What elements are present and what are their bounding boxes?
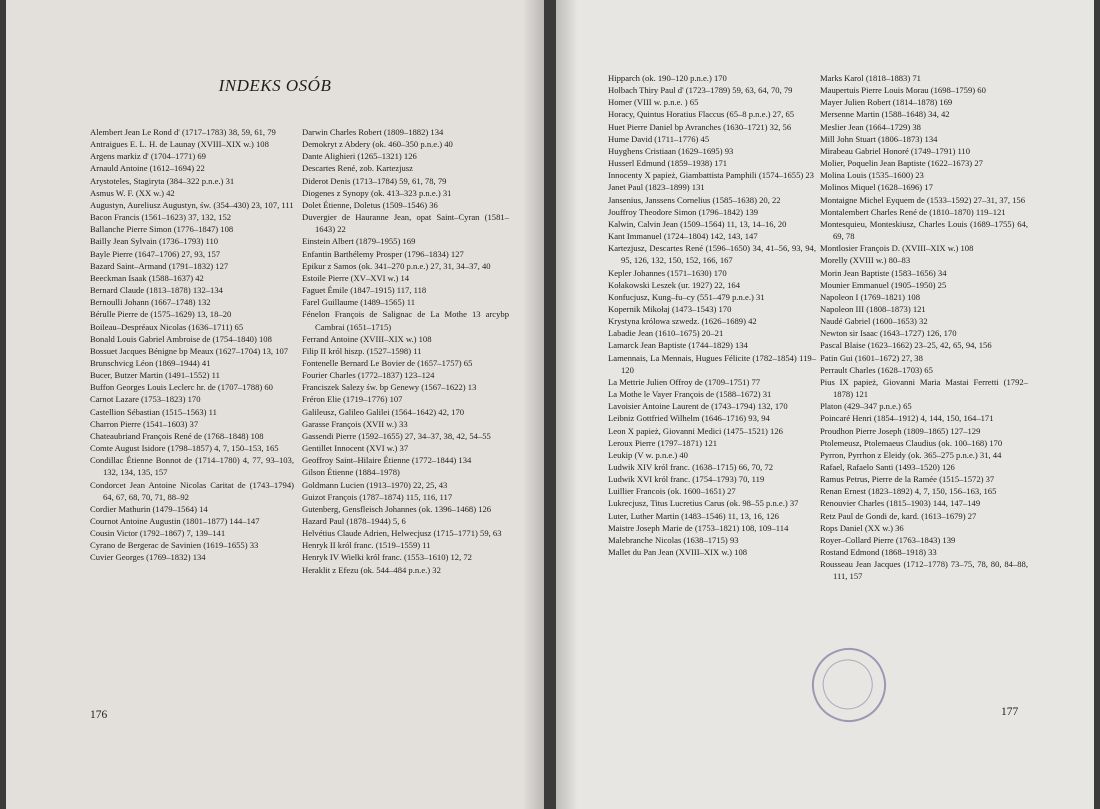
index-entry: Cyrano de Bergerac de Savinien (1619–1655) 33: [90, 540, 259, 551]
index-entry: Ferrand Antoine (XVIII–XIX w.) 108: [302, 333, 432, 344]
index-entry: Ramus Petrus, Pierre de la Ramée (1515–1572) 37: [820, 474, 995, 485]
index-entry: Condillac Étienne Bonnot de (1714–1780) 4, 77, 93–103, 132, 134, 135, 157: [90, 455, 294, 478]
index-entry: Gutenberg, Gensfleisch Johannes (ok. 1396–1468) 126: [302, 503, 492, 514]
index-entry: Kopernik Mikołaj (1473–1543) 170: [608, 303, 732, 314]
index-entry: Morin Jean Baptiste (1583–1656) 34: [820, 267, 947, 278]
index-entry: Platon (429–347 p.n.e.) 65: [820, 401, 912, 412]
index-entry: Bazard Saint–Armand (1791–1832) 127: [90, 260, 229, 271]
index-entry: Fréron Elie (1719–1776) 107: [302, 394, 403, 405]
index-entry: Duvergier de Hauranne Jean, opat Saint–Cyran (1581–1643) 22: [302, 212, 509, 235]
index-entry: Diderot Denis (1713–1784) 59, 61, 78, 79: [302, 175, 447, 186]
index-entry: Maupertuis Pierre Louis Morau (1698–1759) 60: [820, 85, 986, 96]
index-entry: Charron Pierre (1541–1603) 37: [90, 418, 199, 429]
index-entry: Filip II król hiszp. (1527–1598) 11: [302, 345, 422, 356]
index-entry: Kepler Johannes (1571–1630) 170: [608, 267, 727, 278]
left-page: [6, 0, 544, 809]
index-entry: Arystoteles, Stagiryta (384–322 p.n.e.) 31: [90, 175, 235, 186]
index-entry: Bonald Louis Gabriel Ambroise de (1754–1840) 108: [90, 333, 272, 344]
index-entry: Einstein Albert (1879–1955) 169: [302, 236, 416, 247]
index-entry: Montaigne Michel Eyquem de (1533–1592) 27–31, 37, 156: [820, 194, 1026, 205]
index-entry: Meslier Jean (1664–1729) 38: [820, 121, 921, 132]
index-entry: Henryk II król franc. (1519–1559) 11: [302, 540, 431, 551]
index-entry: Mounier Emmanuel (1905–1950) 25: [820, 279, 947, 290]
index-entry: Dolet Étienne, Doletus (1509–1546) 36: [302, 199, 438, 210]
index-column-right-2: [820, 72, 1028, 583]
index-entry: Bernoulli Johann (1667–1748) 132: [90, 297, 211, 308]
index-entry: Luillier Francois (ok. 1600–1651) 27: [608, 486, 736, 497]
index-entry: La Mothe le Vayer François de (1588–1672) 31: [608, 389, 772, 400]
index-entry: Cousin Victor (1792–1867) 7, 139–141: [90, 528, 226, 539]
index-entry: Morelly (XVIII w.) 80–83: [820, 255, 911, 266]
index-entry: Mallet du Pan Jean (XVIII–XIX w.) 108: [608, 547, 748, 558]
index-entry: Rousseau Jean Jacques (1712–1778) 73–75, 78, 80, 84–88, 111, 157: [820, 559, 1028, 582]
index-entry: Ptolemeusz, Ptolemaeus Claudius (ok. 100–168) 170: [820, 437, 1003, 448]
index-entry: Cordier Mathurin (1479–1564) 14: [90, 503, 208, 514]
index-entry: Pyrron, Pyrrhon z Eleidy (ok. 365–275 p.n.e.) 31, 44: [820, 449, 1002, 460]
index-entry: Alembert Jean Le Rond d' (1717–1783) 38, 59, 61, 79: [90, 127, 276, 137]
index-entry: Napoleon I (1769–1821) 108: [820, 291, 921, 302]
index-entry: Augustyn, Aureliusz Augustyn, św. (354–430) 23, 107, 111: [90, 199, 294, 210]
index-entry: Retz Paul de Gondi de, kard. (1613–1679) 27: [820, 510, 977, 521]
index-entry: Hipparch (ok. 190–120 p.n.e.) 170: [608, 73, 727, 83]
index-entry: Bucer, Butzer Martin (1491–1552) 11: [90, 370, 220, 381]
index-entry: Husserl Edmund (1859–1938) 171: [608, 158, 728, 169]
index-entry: Perrault Charles (1628–1703) 65: [820, 364, 933, 375]
index-entry: Marks Karol (1818–1883) 71: [820, 73, 921, 83]
index-entry: Henryk IV Wielki król franc. (1553–1610) 12, 72: [302, 552, 472, 563]
index-entry: Homer (VIII w. p.n.e. ) 65: [608, 97, 699, 108]
index-entry: Bérulle Pierre de (1575–1629) 13, 18–20: [90, 309, 232, 320]
index-entry: Hazard Paul (1878–1944) 5, 6: [302, 516, 406, 526]
index-entry: Lamarck Jean Baptiste (1744–1829) 134: [608, 340, 748, 351]
index-entry: Labadie Jean (1610–1675) 20–21: [608, 328, 724, 339]
index-title: INDEKS OSÓB: [218, 76, 332, 95]
index-entry: Diogenes z Synopy (ok. 413–323 p.n.e.) 31: [302, 187, 452, 198]
index-entry: Estoile Pierre (XV–XVI w.) 14: [302, 272, 410, 283]
gutter-shadow: [522, 0, 544, 809]
index-entry: Renan Ernest (1823–1892) 4, 7, 150, 156–163, 165: [820, 486, 997, 497]
index-entry: Holbach Thiry Paul d' (1723–1789) 59, 63, 64, 70, 79: [608, 85, 793, 96]
gutter-shadow: [556, 0, 578, 809]
index-entry: Leibniz Gottfried Wilhelm (1646–1716) 93, 94: [608, 413, 770, 424]
index-entry: Castellion Sébastian (1515–1563) 11: [90, 406, 217, 417]
right-page: [556, 0, 1094, 809]
index-entry: Renouvier Charles (1815–1903) 144, 147–149: [820, 498, 981, 509]
index-entry: Cournot Antoine Augustin (1801–1877) 144–147: [90, 516, 260, 526]
index-entry: Molier, Poquelin Jean Baptiste (1622–1673) 27: [820, 158, 983, 169]
index-entry: Molinos Miquel (1628–1696) 17: [820, 182, 933, 193]
index-entry: Ludwik XIV król franc. (1638–1715) 66, 70, 72: [608, 462, 774, 472]
index-entry: Rafael, Rafaelo Santi (1493–1520) 126: [820, 462, 955, 472]
index-entry: Bacon Francis (1561–1623) 37, 132, 152: [90, 212, 232, 223]
index-entry: Fontenelle Bernard Le Bovier de (1657–1757) 65: [302, 357, 473, 368]
index-entry: Mersenne Martin (1588–1648) 34, 42: [820, 109, 950, 120]
library-stamp: [802, 638, 897, 733]
index-entry: Leroux Pierre (1797–1871) 121: [608, 437, 718, 448]
index-entry: Goldmann Lucien (1913–1970) 22, 25, 43: [302, 479, 448, 490]
index-entry: Demokryt z Abdery (ok. 460–350 p.n.e.) 40: [302, 139, 453, 150]
index-entry: Proudhon Pierre Joseph (1809–1865) 127–129: [820, 425, 981, 436]
index-entry: Arnauld Antoine (1612–1694) 22: [90, 163, 205, 174]
index-entry: Farel Guillaume (1489–1565) 11: [302, 297, 416, 308]
index-entry: Condorcet Jean Antoine Nicolas Caritat de (1743–1794) 64, 67, 68, 70, 71, 88–92: [90, 479, 294, 502]
index-entry: Helvétius Claude Adrien, Helwecjusz (1715–1771) 59, 63: [302, 528, 502, 539]
index-entry: Pascal Blaise (1623–1662) 23–25, 42, 65, 94, 156: [820, 340, 992, 351]
index-entry: Ballanche Pierre Simon (1776–1847) 108: [90, 224, 234, 235]
index-entry: Epikur z Samos (ok. 341–270 p.n.e.) 27, 31, 34–37, 40: [302, 260, 491, 271]
index-entry: Fénelon François de Salignac de La Mothe 13 arcybp Cambrai (1651–1715): [302, 309, 509, 332]
index-entry: Gilson Étienne (1884–1978): [302, 467, 400, 478]
index-entry: Darwin Charles Robert (1809–1882) 134: [302, 127, 444, 137]
index-entry: Dante Alighieri (1265–1321) 126: [302, 151, 417, 162]
index-entry: Montalembert Charles René de (1810–1870) 119–121: [820, 206, 1006, 217]
index-entry: Janet Paul (1823–1899) 131: [608, 182, 705, 193]
index-entry: Jouffroy Theodore Simon (1796–1842) 139: [608, 206, 759, 217]
page-number: 176: [90, 709, 108, 721]
index-entry: Rostand Edmond (1868–1918) 33: [820, 547, 937, 558]
index-entry: Bernard Claude (1813–1878) 132–134: [90, 285, 223, 296]
index-entry: Montlosier François D. (XVIII–XIX w.) 108: [820, 243, 974, 254]
index-entry: Gentillet Innocent (XVI w.) 37: [302, 443, 409, 454]
index-column-left-1: [90, 126, 294, 564]
index-entry: Konfucjusz, Kung–fu–cy (551–479 p.n.e.) 31: [608, 291, 765, 302]
index-entry: Pius IX papież, Giovanni Maria Mastai Ferretti (1792–1878) 121: [820, 376, 1028, 400]
index-entry: Leukip (V w. p.n.e.) 40: [608, 449, 688, 460]
index-entry: Bossuet Jacques Bénigne bp Meaux (1627–1704) 13, 107: [90, 345, 289, 356]
index-entry: Rops Daniel (XX w.) 36: [820, 522, 904, 533]
index-entry: Gassendi Pierre (1592–1655) 27, 34–37, 38, 42, 54–55: [302, 430, 491, 441]
index-entry: Patin Gui (1601–1672) 27, 38: [820, 352, 923, 363]
index-entry: Malebranche Nicolas (1638–1715) 93: [608, 534, 739, 545]
page-number: 177: [1001, 706, 1019, 718]
index-entry: Galileusz, Galileo Galilei (1564–1642) 42, 170: [302, 406, 465, 417]
index-entry: Fourier Charles (1772–1837) 123–124: [302, 370, 435, 381]
index-entry: Lavoisier Antoine Laurent de (1743–1794) 132, 170: [608, 401, 788, 412]
index-entry: Innocenty X papież, Giambattista Pamphili (1574–1655) 23: [608, 170, 814, 181]
index-entry: Naudé Gabriel (1600–1653) 32: [820, 316, 928, 327]
index-entry: Poincaré Henri (1854–1912) 4, 144, 150, 164–171: [820, 413, 994, 424]
index-entry: Maistre Joseph Marie de (1753–1821) 108, 109–114: [608, 522, 789, 533]
index-entry: Montesquieu, Monteskiusz, Charles Louis (1689–1755) 64, 69, 78: [820, 218, 1028, 242]
index-entry: Napoleon III (1808–1873) 121: [820, 303, 926, 314]
index-entry: Kalwin, Calvin Jean (1509–1564) 11, 13, 14–16, 20: [608, 218, 787, 229]
index-entry: Leon X papież, Giovanni Medici (1475–1521) 126: [608, 425, 783, 436]
index-entry: Cuvier Georges (1769–1832) 134: [90, 552, 206, 563]
index-entry: Heraklit z Efezu (ok. 544–484 p.n.e.) 32: [302, 564, 441, 575]
index-entry: Newton sir Isaac (1643–1727) 126, 170: [820, 328, 957, 339]
index-column-left-2: [302, 126, 509, 576]
index-entry: Carnot Lazare (1753–1823) 170: [90, 394, 201, 405]
index-entry: Brunschvicg Léon (1869–1944) 41: [90, 357, 211, 368]
index-entry: Kartezjusz, Descartes René (1596–1650) 34, 41–56, 93, 94, 95, 126, 132, 150, 152, 166, 167: [608, 243, 816, 266]
index-entry: Mirabeau Gabriel Honoré (1749–1791) 110: [820, 145, 971, 156]
index-entry: Comte August Isidore (1798–1857) 4, 7, 150–153, 165: [90, 443, 279, 454]
index-entry: Garasse François (XVII w.) 33: [302, 418, 408, 429]
index-entry: Krystyna królowa szwedz. (1626–1689) 42: [608, 316, 757, 327]
index-entry: Geoffroy Saint–Hilaire Étienne (1772–1844) 134: [302, 455, 472, 466]
index-entry: Antraigues E. L. H. de Launay (XVIII–XIX w.) 108: [90, 139, 269, 150]
index-entry: Argens markiz d' (1704–1771) 69: [90, 151, 206, 162]
index-entry: Huet Pierre Daniel bp Avranches (1630–1721) 32, 56: [608, 121, 792, 132]
index-entry: Buffon Georges Louis Leclerc hr. de (1707–1788) 60: [90, 382, 273, 393]
index-entry: Lamennais, La Mennais, Hugues Félicite (1782–1854) 119–120: [608, 352, 816, 375]
index-entry: Huyghens Cristiaan (1629–1695) 93: [608, 145, 734, 156]
index-entry: Kołakowski Leszek (ur. 1927) 22, 164: [608, 279, 740, 290]
index-entry: Lukrecjusz, Titus Lucretius Carus (ok. 98–55 p.n.e.) 37: [608, 498, 799, 509]
index-entry: Bailly Jean Sylvain (1736–1793) 110: [90, 236, 219, 247]
index-entry: Ludwik XVI król franc. (1754–1793) 70, 119: [608, 474, 765, 485]
index-entry: Hume David (1711–1776) 45: [608, 133, 710, 144]
index-entry: Mayer Julien Robert (1814–1878) 169: [820, 97, 953, 108]
index-entry: Kant Immanuel (1724–1804) 142, 143, 147: [608, 231, 758, 242]
index-entry: Faguet Émile (1847–1915) 117, 118: [302, 285, 427, 296]
index-entry: Chateaubriand François René de (1768–1848) 108: [90, 430, 264, 441]
index-entry: Jansenius, Janssens Cornelius (1585–1638) 20, 22: [608, 194, 781, 205]
index-entry: La Mettrie Julien Offroy de (1709–1751) 77: [608, 376, 761, 387]
index-entry: Luter, Luther Martin (1483–1546) 11, 13, 16, 126: [608, 510, 779, 521]
index-entry: Royer–Collard Pierre (1763–1843) 139: [820, 534, 956, 545]
index-entry: Horacy, Quintus Horatius Flaccus (65–8 p.n.e.) 27, 65: [608, 109, 795, 120]
index-entry: Boileau–Despréaux Nicolas (1636–1711) 65: [90, 321, 244, 332]
index-entry: Descartes René, zob. Kartezjusz: [302, 163, 413, 174]
index-entry: Guizot François (1787–1874) 115, 116, 117: [302, 491, 453, 502]
index-entry: Mill John Stuart (1806–1873) 134: [820, 133, 938, 144]
index-entry: Franciszek Salezy św. bp Genewy (1567–1622) 13: [302, 382, 477, 393]
index-entry: Bayle Pierre (1647–1706) 27, 93, 157: [90, 248, 221, 259]
index-entry: Beeckman Isaak (1588–1637) 42: [90, 272, 204, 283]
index-entry: Asmus W. F. (XX w.) 42: [90, 187, 175, 198]
index-column-right-1: [608, 72, 816, 558]
index-entry: Enfantin Barthélemy Prosper (1796–1834) 127: [302, 248, 464, 259]
index-entry: Molina Louis (1535–1600) 23: [820, 170, 924, 181]
